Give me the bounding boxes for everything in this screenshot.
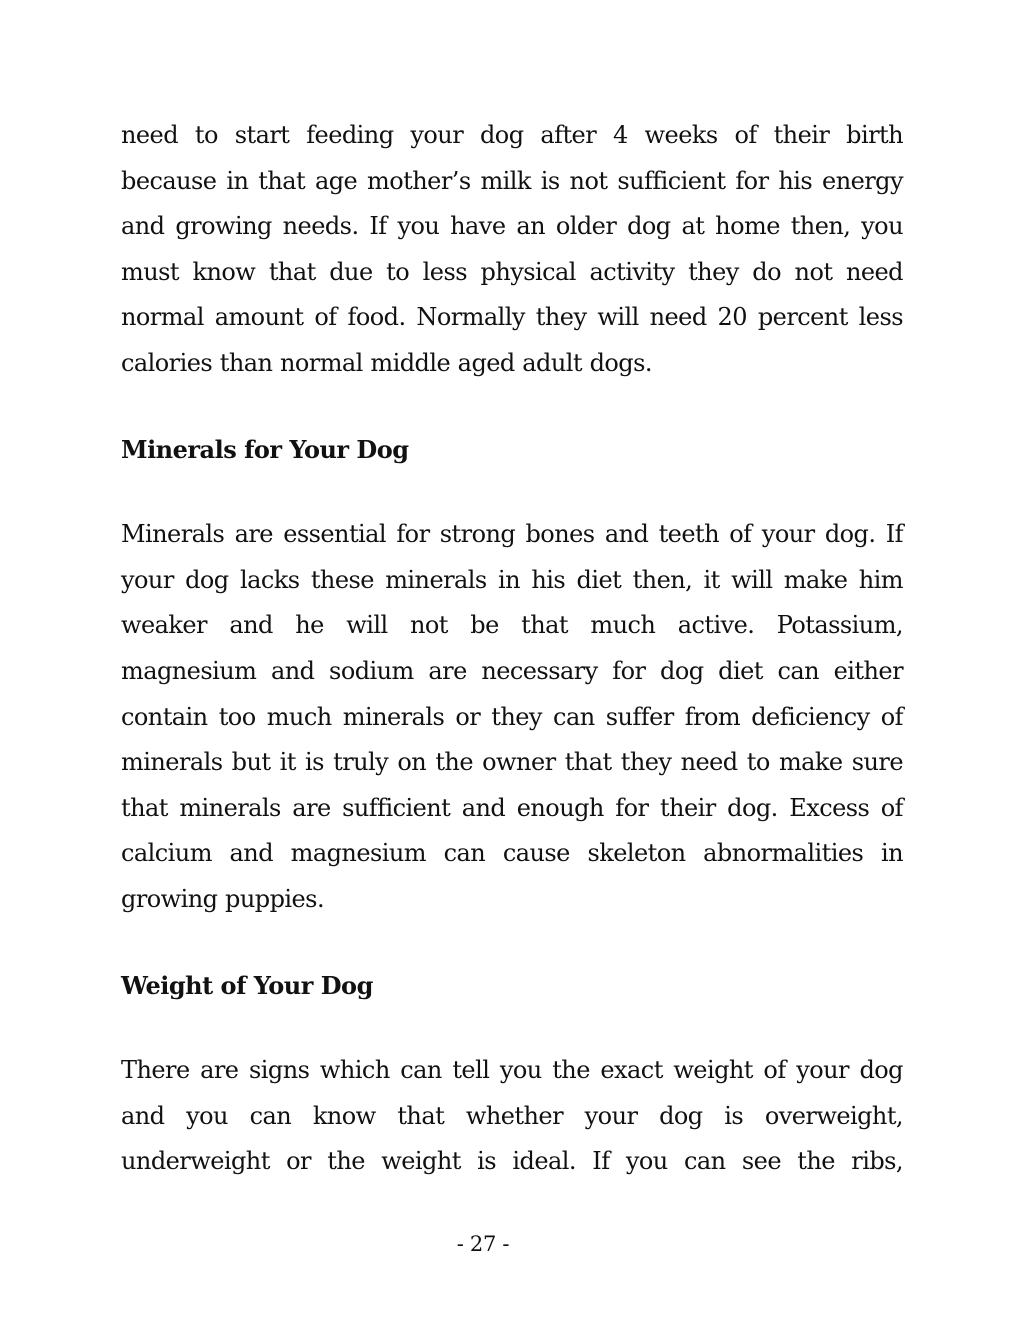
- paragraph-feeding: need to start feeding your dog after 4 weeks of their birth because in that age mother’s milk is not sufficient for his energy and growing needs. If you have an older dog at home then, you must know that due to less physical activity they do not need normal amount of food. Normally they will need 20 percent less calories than normal middle aged adult dogs.: [121, 121, 903, 377]
- document-page: [121, 113, 903, 1185]
- paragraph-minerals: Minerals are essential for strong bones and teeth of your dog. If your dog lacks these minerals in his diet then, it will make him weaker and he will not be that much active. Potassium, magnesium and sodium are necessary for dog diet can either contain too much minerals or they can suffer from deficiency of minerals but it is truly on the owner that they need to make sure that minerals are sufficient and enough for their dog. Excess of calcium and magnesium can cause skeleton abnormalities in growing puppies.: [121, 520, 903, 913]
- paragraph-weight: There are signs which can tell you the exact weight of your dog and you can know that whether your dog is overweight, underweight or the weight is ideal. If you can see the ribs,: [121, 1056, 903, 1176]
- page-number: - 27 -: [456, 1232, 510, 1256]
- heading-weight: Weight of Your Dog: [121, 970, 373, 1000]
- heading-minerals: Minerals for Your Dog: [121, 434, 409, 464]
